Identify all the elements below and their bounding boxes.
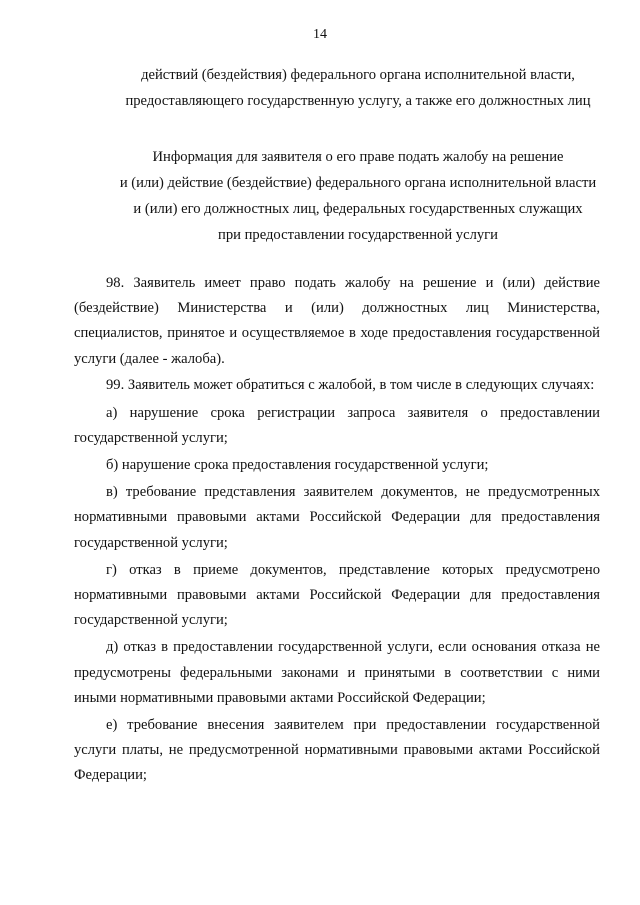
paragraph-98: 98. Заявитель имеет право подать жалобу на решение и (или) действие (бездействие) Министерства и (или) должностных лиц Министерства, специалистов, принятое и осуществляемое в ходе предоставления государственной услуги (далее - жалоба).: [74, 275, 600, 367]
heading-line: предоставляющего государственную услугу, а также его должностных лиц: [125, 93, 591, 109]
heading-line: действий (бездействия) федерального органа исполнительной власти,: [141, 67, 575, 83]
page-number: 14: [313, 27, 327, 42]
heading-line: и (или) его должностных лиц, федеральных государственных служащих: [133, 201, 583, 217]
section-heading-continuation: [60, 62, 640, 114]
paragraph-99: 99. Заявитель может обратиться с жалобой, в том числе в следующих случаях:: [106, 377, 595, 394]
list-item-v: в) требование представления заявителем документов, не предусмотренных нормативными правовыми актами Российской Федерации для предоставления государственной услуги;: [74, 484, 600, 551]
section-heading-complaint-info: [60, 144, 640, 248]
list-item-a: а) нарушение срока регистрации запроса заявителя о предоставлении государственной услуги;: [74, 404, 600, 446]
heading-line: Информация для заявителя о его праве подать жалобу на решение: [152, 149, 564, 165]
list-item-g: г) отказ в приеме документов, представление которых предусмотрено нормативными правовыми актами Российской Федерации для предоставления государственной услуги;: [74, 561, 600, 629]
heading-line: при предоставлении государственной услуги: [218, 227, 498, 243]
list-item-d: д) отказ в предоставлении государственной услуги, если основания отказа не предусмотрены федеральными законами и принятыми в соответствии с ними иными нормативными правовыми актами Российской Федерации;: [74, 639, 600, 706]
document-body: [74, 271, 600, 790]
list-item-e: е) требование внесения заявителем при предоставлении государственной услуги платы, не предусмотренной нормативными правовыми актами Российской Федерации;: [74, 717, 600, 784]
list-item-b: б) нарушение срока предоставления государственной услуги;: [106, 457, 489, 474]
heading-line: и (или) действие (бездействие) федерального органа исполнительной власти: [119, 175, 597, 191]
